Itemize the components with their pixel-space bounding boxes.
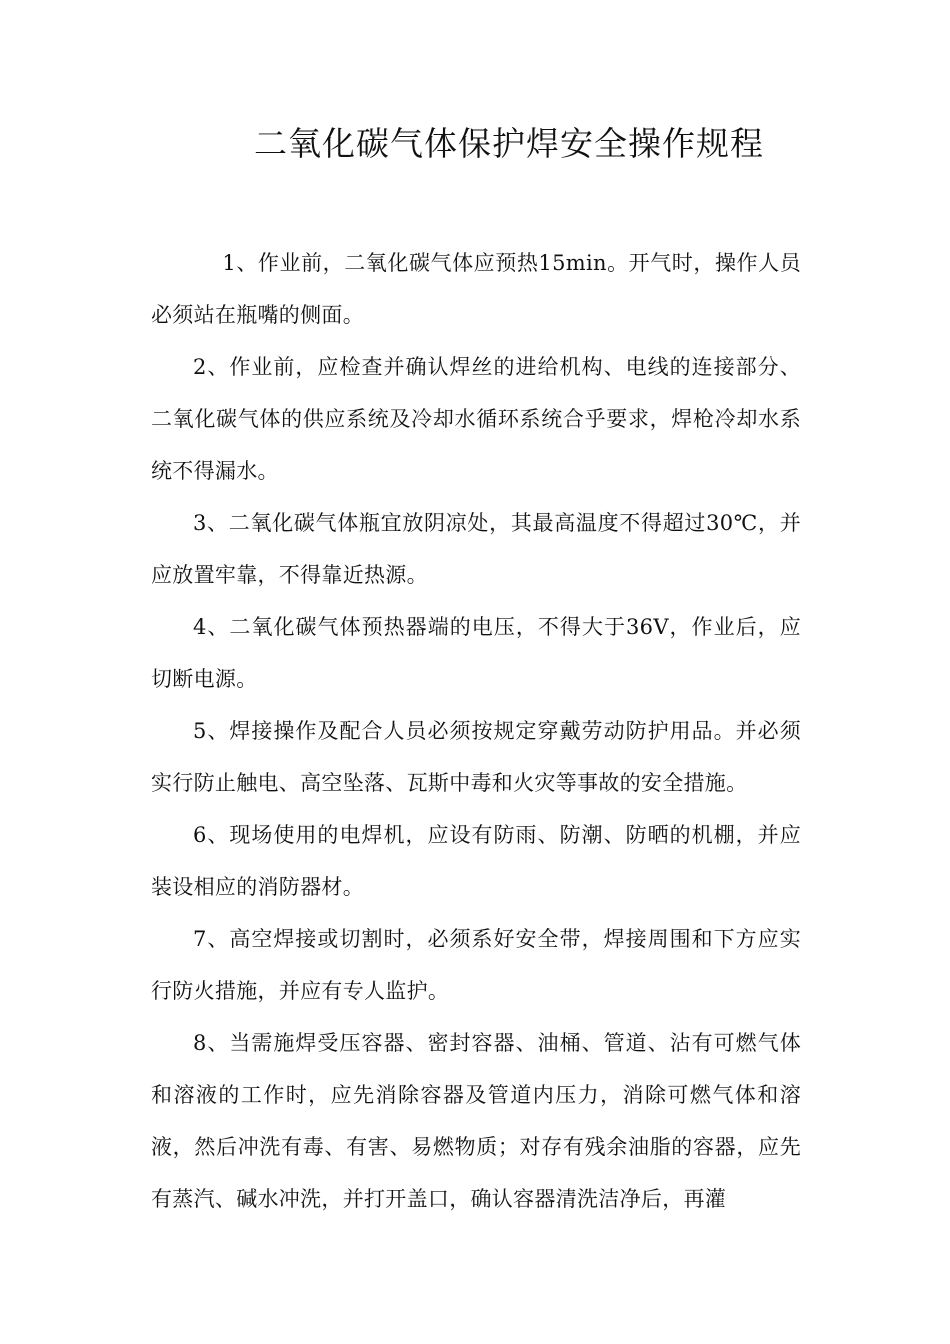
paragraph-4: 4、二氧化碳气体预热器端的电压，不得大于36V，作业后，应切断电源。: [151, 615, 801, 691]
paragraph-6: 6、现场使用的电焊机，应设有防雨、防潮、防晒的机棚，并应装设相应的消防器材。: [151, 823, 801, 899]
document-body: [151, 237, 801, 1225]
paragraph-3: 3、二氧化碳气体瓶宜放阴凉处，其最高温度不得超过30℃，并应放置牢靠，不得靠近热源。: [151, 511, 801, 587]
paragraph-7: 7、高空焊接或切割时，必须系好安全带，焊接周围和下方应实行防火措施，并应有专人监护。: [151, 927, 801, 1003]
paragraph-2: 2、作业前，应检查并确认焊丝的进给机构、电线的连接部分、二氧化碳气体的供应系统及冷却水循环系统合乎要求，焊枪冷却水系统不得漏水。: [151, 355, 801, 483]
document-title: 二氧化碳气体保护焊安全操作规程: [254, 124, 764, 163]
paragraph-5: 5、焊接操作及配合人员必须按规定穿戴劳动防护用品。并必须实行防止触电、高空坠落、瓦斯中毒和火灾等事故的安全措施。: [151, 719, 801, 795]
paragraph-1: 1、作业前，二氧化碳气体应预热15min。开气时，操作人员必须站在瓶嘴的侧面。: [151, 251, 801, 327]
paragraph-8: 8、当需施焊受压容器、密封容器、油桶、管道、沾有可燃气体和溶液的工作时，应先消除容器及管道内压力，消除可燃气体和溶液，然后冲洗有毒、有害、易燃物质；对存有残余油脂的容器，应先有蒸汽、碱水冲洗，并打开盖口，确认容器清洗洁净后，再灌: [151, 1031, 801, 1211]
